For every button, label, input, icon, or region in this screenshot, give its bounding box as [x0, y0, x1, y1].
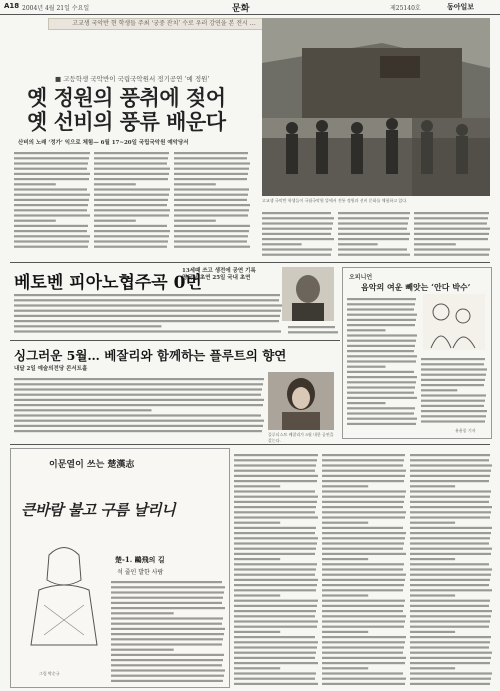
- text-lines: [174, 150, 250, 250]
- story2-deck-line-2: 영국서 초연 25일 국내 초연: [182, 275, 251, 281]
- story3-headline: 싱그러운 5월… 베잘리와 함께하는 플루트의 향연: [14, 348, 287, 363]
- column-label: 오피니언: [349, 274, 373, 281]
- story1-column-6: [414, 210, 490, 258]
- section-title: 문화: [232, 4, 250, 14]
- composer-portrait-image: [282, 267, 334, 321]
- story1-column-2: [94, 150, 170, 250]
- serial-body-2: [234, 452, 318, 686]
- page-number: A18: [4, 2, 20, 10]
- serial-subtitle: 석 줄인 발한 사람: [117, 569, 164, 576]
- text-lines: [14, 376, 264, 434]
- story2-deck-line-1: 13세때 쓰고 생전에 공연 기록: [182, 268, 256, 274]
- column-title: 음악의 여운 빼앗는 ‘안다 박수’: [361, 282, 471, 292]
- story2-photo: [282, 267, 334, 321]
- serial-title: 큰바람 불고 구름 날리니: [21, 501, 176, 519]
- column-byline: 유윤종 기자: [455, 428, 476, 433]
- text-lines: [111, 579, 225, 683]
- story1-column-1: [14, 150, 90, 250]
- story2-deck: [182, 268, 272, 282]
- story2-body-tail: [288, 324, 338, 336]
- text-lines: [14, 150, 90, 250]
- story1-photo-caption: 고교생 국악반 학생들이 국립국악원 뜰에서 전통 정원과 선비 문화를 체험하고 있다.: [262, 198, 408, 203]
- text-lines: [322, 452, 406, 686]
- text-lines: [14, 292, 282, 336]
- section-divider: [10, 340, 340, 341]
- story1-lead: ■ 고등학생 국악반이 국립국악원서 정기공연 ‘예 정원’: [55, 75, 210, 83]
- story3-photo-caption: 플루티스트 베잘리가 5월 내한 공연을 갖는다.: [268, 432, 334, 443]
- column-cartoon: [423, 294, 485, 350]
- text-lines: [410, 452, 492, 686]
- story3-subhead: 내달 2일 예술의전당 콘서트홀: [14, 366, 88, 372]
- text-lines: [414, 210, 490, 258]
- flutist-portrait-image: [268, 372, 334, 430]
- warrior-sketch-image: [19, 535, 109, 655]
- story1-kicker: 고교생 국악반 현 학생들 주최 ‘궁중 잔치’ 수로 우러 강연을 본 전시 …: [48, 18, 280, 30]
- section-divider: [10, 262, 490, 263]
- issue-date: 2004년 4월 21일 수요일: [22, 5, 90, 12]
- text-lines: [94, 150, 170, 250]
- story3-body: [14, 376, 264, 434]
- cartoon-image: [423, 294, 485, 350]
- section-divider: [10, 444, 490, 445]
- page-header: [0, 0, 500, 15]
- story1-column-3: [174, 150, 250, 250]
- story2-body: [14, 292, 282, 336]
- issue-number: 제25140호: [390, 5, 421, 12]
- paper-logo: 동아일보: [447, 2, 475, 11]
- serial-body-3: [322, 452, 406, 686]
- column-body-1: [347, 296, 417, 426]
- story1-column-4: [262, 210, 334, 258]
- story2-headline: 베토벤 피아노협주곡 0번: [14, 273, 202, 293]
- text-lines: [262, 210, 334, 258]
- story3-photo: [268, 372, 334, 430]
- headline-line-1: 옛 정원의 풍취에 젖어: [27, 85, 226, 110]
- serial-chapter: 楚-1. 鷗飛의 길: [115, 555, 165, 564]
- text-lines: [234, 452, 318, 686]
- text-lines: [347, 296, 417, 426]
- serial-body-4: [410, 452, 492, 686]
- text-lines: [338, 210, 410, 258]
- column-body-2: [421, 356, 487, 426]
- text-lines: [288, 324, 338, 336]
- serial-illustration-box: [10, 448, 230, 688]
- story1-subhead: 산비의 노래 ‘정가’ 익으로 체험— 6월 17~20일 국립국악원 예악당서: [18, 140, 189, 146]
- illustration-credit: 그림 박순규: [39, 671, 60, 676]
- serial-kicker: 이문열이 쓰는 楚漢志: [49, 460, 135, 470]
- serial-illustration: [19, 535, 109, 655]
- pavilion-photo-image: [262, 18, 490, 196]
- story1-column-5: [338, 210, 410, 258]
- story1-photo: [262, 18, 490, 196]
- headline-line-2: 옛 선비의 풍류 배운다: [27, 109, 226, 134]
- story1-headline: [27, 86, 226, 134]
- serial-body-1: [111, 579, 225, 683]
- opinion-column-box: [342, 267, 492, 439]
- text-lines: [421, 356, 487, 426]
